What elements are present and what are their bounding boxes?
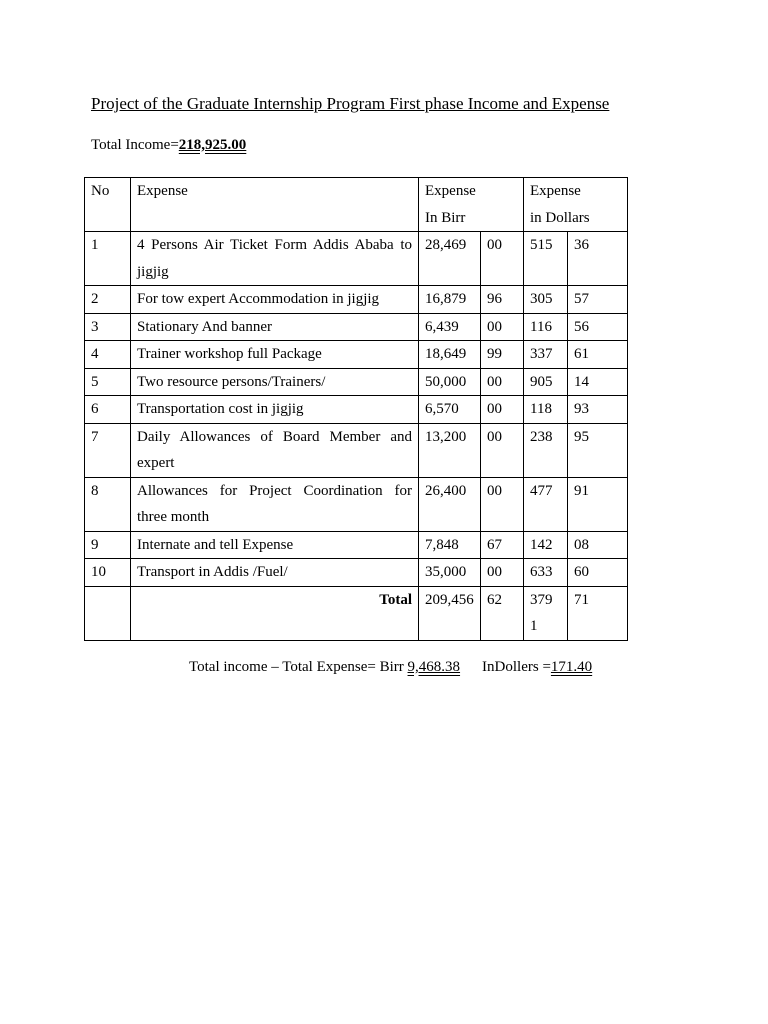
- document-title: Project of the Graduate Internship Program First phase Income and Expense: [91, 94, 610, 113]
- expense-description: Transportation cost in jigjig: [131, 396, 419, 424]
- expense-dollars-cents: 95: [568, 423, 628, 477]
- balance-dollars-value: 171.40: [550, 659, 593, 675]
- balance-prefix: Total income – Total Expense= Birr: [189, 659, 408, 675]
- expense-dollars-cents: 14: [568, 368, 628, 396]
- expense-description: 4 Persons Air Ticket Form Addis Ababa to jigjig: [131, 232, 419, 286]
- total-income-line: [91, 137, 246, 154]
- table-row: [85, 423, 628, 477]
- header-expense: Expense: [131, 178, 419, 232]
- expense-description: Internate and tell Expense: [131, 531, 419, 559]
- expense-description: Stationary And banner: [131, 313, 419, 341]
- expense-dollars-cents: 60: [568, 559, 628, 587]
- expense-birr-cents: 00: [481, 396, 524, 424]
- table-row: [85, 396, 628, 424]
- expense-birr: 16,879: [419, 286, 481, 314]
- expense-description: Transport in Addis /Fuel/: [131, 559, 419, 587]
- row-number: 3: [85, 313, 131, 341]
- expense-description: Allowances for Project Coordination for three month: [131, 477, 419, 531]
- header-usd-line1: Expense: [530, 183, 581, 199]
- row-number: 4: [85, 341, 131, 369]
- row-number: 5: [85, 368, 131, 396]
- expense-dollars-cents: 91: [568, 477, 628, 531]
- expense-birr: 26,400: [419, 477, 481, 531]
- table-row: [85, 531, 628, 559]
- expense-table: [84, 177, 628, 641]
- expense-birr-cents: 00: [481, 477, 524, 531]
- expense-dollars: 142: [524, 531, 568, 559]
- header-expense-birr: [419, 178, 524, 232]
- expense-dollars: 515: [524, 232, 568, 286]
- total-birr: 209,456: [419, 586, 481, 640]
- expense-birr-cents: 00: [481, 313, 524, 341]
- expense-dollars: 305: [524, 286, 568, 314]
- row-number: 8: [85, 477, 131, 531]
- row-number: 1: [85, 232, 131, 286]
- total-income-value: 218,925.00: [178, 137, 247, 153]
- balance-line: [189, 659, 592, 676]
- expense-birr-cents: 00: [481, 559, 524, 587]
- table-row: [85, 232, 628, 286]
- row-number: 10: [85, 559, 131, 587]
- expense-dollars-cents: 56: [568, 313, 628, 341]
- expense-dollars-cents: 36: [568, 232, 628, 286]
- expense-dollars: 118: [524, 396, 568, 424]
- expense-dollars: 337: [524, 341, 568, 369]
- total-label: Total: [131, 586, 419, 640]
- expense-description: For tow expert Accommodation in jigjig: [131, 286, 419, 314]
- balance-birr-value: 9,468.38: [407, 659, 461, 675]
- header-usd-line2: in Dollars: [530, 209, 590, 226]
- balance-dollars-label: InDollers =: [482, 659, 551, 675]
- expense-birr: 13,200: [419, 423, 481, 477]
- table-row: [85, 286, 628, 314]
- expense-dollars: 477: [524, 477, 568, 531]
- expense-description: Daily Allowances of Board Member and expert: [131, 423, 419, 477]
- expense-birr: 50,000: [419, 368, 481, 396]
- expense-dollars-cents: 61: [568, 341, 628, 369]
- expense-description: Trainer workshop full Package: [131, 341, 419, 369]
- expense-birr: 6,439: [419, 313, 481, 341]
- total-dollars-cents: 71: [568, 586, 628, 640]
- expense-birr-cents: 67: [481, 531, 524, 559]
- expense-dollars-cents: 57: [568, 286, 628, 314]
- expense-birr: 7,848: [419, 531, 481, 559]
- expense-birr-cents: 99: [481, 341, 524, 369]
- row-number: 2: [85, 286, 131, 314]
- total-row-blank: [85, 586, 131, 640]
- header-birr-line1: Expense: [425, 183, 476, 199]
- expense-dollars: 905: [524, 368, 568, 396]
- expense-birr: 35,000: [419, 559, 481, 587]
- expense-birr-cents: 96: [481, 286, 524, 314]
- table-header-row: [85, 178, 628, 232]
- table-total-row: [85, 586, 628, 640]
- row-number: 7: [85, 423, 131, 477]
- expense-birr-cents: 00: [481, 423, 524, 477]
- table-row: [85, 477, 628, 531]
- total-income-label: Total Income=: [91, 137, 179, 153]
- expense-description: Two resource persons/Trainers/: [131, 368, 419, 396]
- expense-birr: 6,570: [419, 396, 481, 424]
- table-row: [85, 559, 628, 587]
- header-expense-dollars: [524, 178, 628, 232]
- expense-birr-cents: 00: [481, 368, 524, 396]
- expense-birr: 28,469: [419, 232, 481, 286]
- table-row: [85, 313, 628, 341]
- expense-birr-cents: 00: [481, 232, 524, 286]
- expense-dollars-cents: 93: [568, 396, 628, 424]
- header-birr-line2: In Birr: [425, 209, 466, 226]
- expense-birr: 18,649: [419, 341, 481, 369]
- header-no: No: [85, 178, 131, 232]
- table-row: [85, 341, 628, 369]
- row-number: 6: [85, 396, 131, 424]
- expense-dollars-cents: 08: [568, 531, 628, 559]
- total-birr-cents: 62: [481, 586, 524, 640]
- expense-dollars: 633: [524, 559, 568, 587]
- expense-dollars: 116: [524, 313, 568, 341]
- row-number: 9: [85, 531, 131, 559]
- expense-dollars: 238: [524, 423, 568, 477]
- table-row: [85, 368, 628, 396]
- total-dollars: 379 1: [524, 586, 568, 640]
